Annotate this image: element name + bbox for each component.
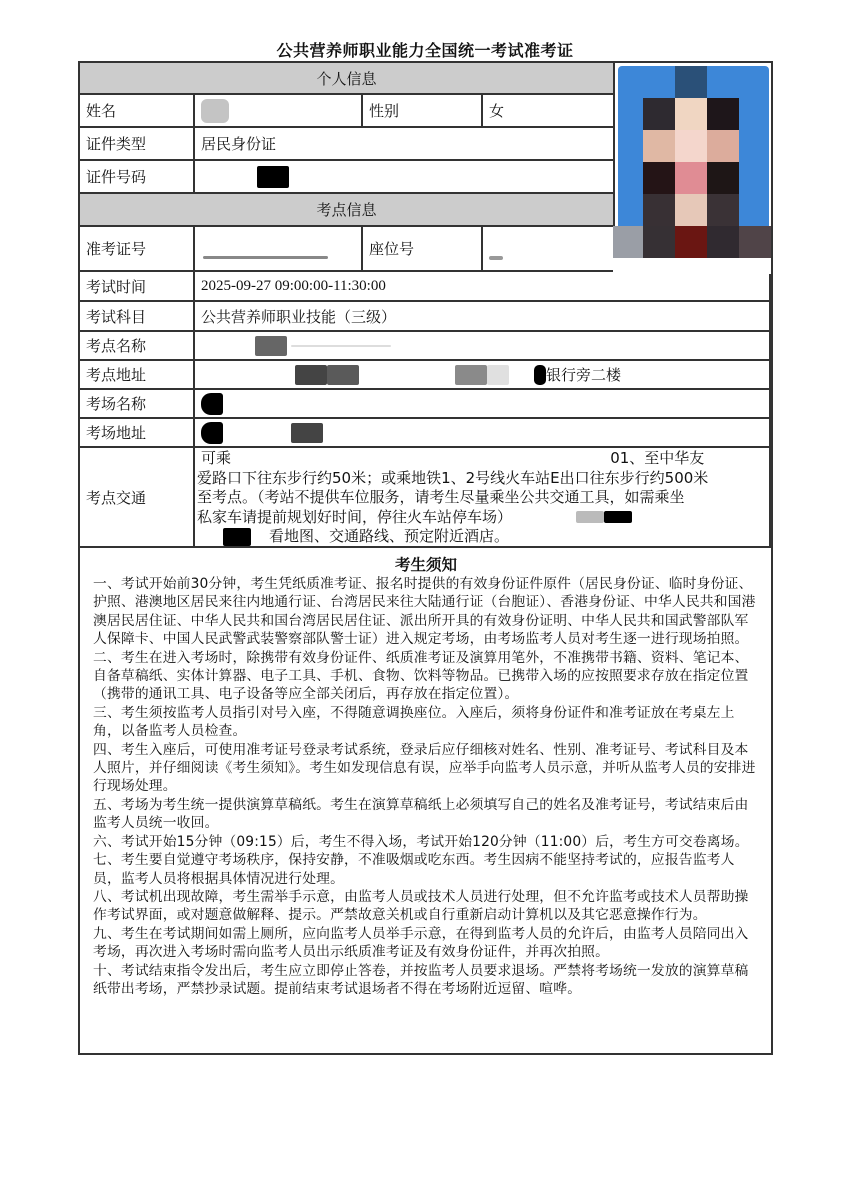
notice-item-7: 七、考生要自觉遵守考场秩序，保持安静，不准吸烟或吃东西。考生因病不能坚持考试的，应报告监考人员，监考人员将根据具体情况进行处理。	[93, 852, 735, 887]
photo-block	[675, 130, 707, 162]
traffic-text	[197, 448, 708, 547]
name-value	[195, 95, 363, 128]
traffic-line-3: 至考点。（考站不提供车位服务，请考生尽量乘坐公共交通工具，如需乘坐	[197, 488, 685, 506]
site-address-redaction-5	[534, 365, 546, 385]
site-name-label: 考点名称	[80, 332, 195, 361]
site-address-redaction-4	[487, 365, 509, 385]
id-number-redaction	[257, 166, 289, 188]
id-type-label: 证件类型	[80, 128, 195, 161]
site-address-visible-tail: 银行旁二楼	[546, 366, 622, 384]
seat-number-value	[483, 227, 615, 272]
photo-block	[675, 162, 707, 194]
photo-block	[739, 226, 771, 258]
site-address-redaction-2	[327, 365, 359, 385]
traffic-line-1-end: 01、至中华友	[610, 449, 705, 467]
photo-block	[675, 98, 707, 130]
ticket-number-value	[195, 227, 363, 272]
photo-block	[707, 130, 739, 162]
photo-block	[643, 194, 675, 226]
notice-item-5: 五、考场为考生统一提供演算草稿纸。考生在演算草稿纸上必须填写自己的姓名及准考证号，考试结束后由监考人员统一收回。	[93, 796, 749, 832]
site-address-value	[195, 361, 771, 390]
exam-subject-value: 公共营养师职业技能（三级）	[195, 302, 771, 332]
room-address-redaction-2	[291, 423, 323, 443]
traffic-redaction-3	[223, 528, 251, 546]
gender-label: 性别	[363, 95, 483, 128]
site-address-label: 考点地址	[80, 361, 195, 390]
notice-item-4: 四、考生入座后，可使用准考证号登录考试系统，登录后应仔细核对姓名、性别、准考证号、考试科目及本人照片，并仔细阅读《考生须知》。考生如发现信息有误，应举手向监考人员示意，并听从监考人员的安排进行现场处理。	[93, 741, 756, 795]
photo-block	[643, 98, 675, 130]
exam-time-value: 2025-09-27 09:00:00-11:30:00	[195, 272, 771, 302]
traffic-line-4	[197, 508, 708, 528]
id-number-label: 证件号码	[80, 161, 195, 194]
site-name-blur	[291, 345, 391, 347]
personal-info-header: 个人信息	[80, 63, 615, 95]
exam-time-label: 考试时间	[80, 272, 195, 302]
seat-number-redaction	[489, 256, 503, 260]
photo-block	[707, 194, 739, 226]
exam-subject-label: 考试科目	[80, 302, 195, 332]
site-name-value	[195, 332, 771, 361]
photo-block	[675, 226, 707, 258]
site-name-redaction	[255, 336, 287, 356]
ticket-number-redaction	[203, 256, 328, 259]
site-address-redaction-3	[455, 365, 487, 385]
site-address-redaction-1	[295, 365, 327, 385]
notice-item-1: 一、考试开始前30分钟，考生凭纸质准考证、报名时提供的有效身份证件原件（居民身份证、临时身份证、护照、港澳地区居民来往内地通行证、台湾居民来往大陆通行证（台胞证）、香港身份证、中华人民共和国港澳居民居住证、中华人民共和国台湾居民居住证、派出所开具的有效身份证明、中华人民共和国武警部队军人保障卡、中国人民武警武装警察部队警士证）进入规定考场，由考场监考人员对考生逐一进行现场拍照。	[93, 576, 756, 648]
room-address-label: 考场地址	[80, 419, 195, 448]
notice-item-10: 十、考试结束指令发出后，考生应立即停止答卷，并按监考人员要求退场。严禁将考场统一发放的演算草稿纸带出考场，严禁抄录试题。提前结束考试退场者不得在考场附近逗留、喧哗。	[93, 962, 749, 997]
room-name-label: 考场名称	[80, 390, 195, 419]
room-name-value	[195, 390, 771, 419]
candidate-notice	[80, 549, 771, 1053]
id-number-value	[195, 161, 615, 194]
photo-block	[675, 194, 707, 226]
notice-item-9: 九、考生在考试期间如需上厕所，应向监考人员举手示意，在得到监考人员的允许后，由监考人员陪同出入考场，再次进入考场时需向监考人员出示纸质准考证及有效身份证件，并再次拍照。	[93, 925, 749, 961]
seat-number-label: 座位号	[363, 227, 483, 272]
gender-value: 女	[483, 95, 615, 128]
traffic-redaction-1	[576, 511, 604, 523]
notice-item-3: 三、考生须按监考人员指引对号入座，不得随意调换座位。入座后，须将身份证件和准考证放在考桌左上角，以备监考人员检查。	[93, 704, 735, 740]
room-address-redaction-1	[201, 422, 223, 444]
ticket-number-label: 准考证号	[80, 227, 195, 272]
notice-item-2: 二、考生在进入考场时，除携带有效身份证件、纸质准考证及演算用笔外，不准携带书籍、资料、笔记本、自备草稿纸、实体计算器、电子工具、手机、食物、饮料等物品。已携带入场的应按照要求存放在指定位置（携带的通讯工具、电子设备等应全部关闭后，再存放在指定位置）。	[93, 649, 749, 703]
photo-bottom	[613, 258, 771, 274]
photo-block	[643, 226, 675, 258]
candidate-photo	[613, 62, 771, 274]
photo-block	[643, 162, 675, 194]
photo-block	[707, 226, 739, 258]
traffic-line-1-start: 可乘	[201, 449, 232, 467]
traffic-line-5-text: 看地图、交通路线、预定附近酒店。	[269, 527, 510, 545]
room-name-redaction	[201, 393, 223, 415]
notice-item-8: 八、考试机出现故障，考生需举手示意，由监考人员或技术人员进行处理，但不允许监考或技术人员帮助操作考试界面，或对题意做解释、提示。严禁故意关机或自行重新启动计算机以及其它恶意操作行为。	[93, 888, 749, 924]
traffic-line-4-text: 私家车请提前规划好时间，停往火车站停车场）	[197, 507, 513, 526]
exam-info-header: 考点信息	[80, 194, 615, 227]
photo-block	[613, 226, 643, 258]
photo-block	[707, 162, 739, 194]
traffic-redaction-2	[604, 511, 632, 523]
room-address-value	[195, 419, 771, 448]
photo-block	[643, 130, 675, 162]
notice-title: 考生须知	[394, 556, 457, 574]
traffic-line-5	[197, 527, 708, 547]
photo-block	[675, 66, 707, 98]
photo-block	[707, 98, 739, 130]
traffic-line-1	[197, 449, 708, 469]
name-redaction	[201, 99, 229, 123]
traffic-line-2: 爱路口下往东步行约50米；或乘地铁1、2号线火车站E出口往东步行约500米	[197, 468, 709, 487]
notice-item-6: 六、考试开始15分钟（09:15）后，考生不得入场，考试开始120分钟（11:00）后，考生方可交卷离场。	[93, 833, 749, 850]
document-title: 公共营养师职业能力全国统一考试准考证	[276, 41, 574, 60]
traffic-value	[195, 448, 771, 548]
id-type-value: 居民身份证	[195, 128, 615, 161]
name-label: 姓名	[80, 95, 195, 128]
traffic-label: 考点交通	[80, 448, 195, 548]
